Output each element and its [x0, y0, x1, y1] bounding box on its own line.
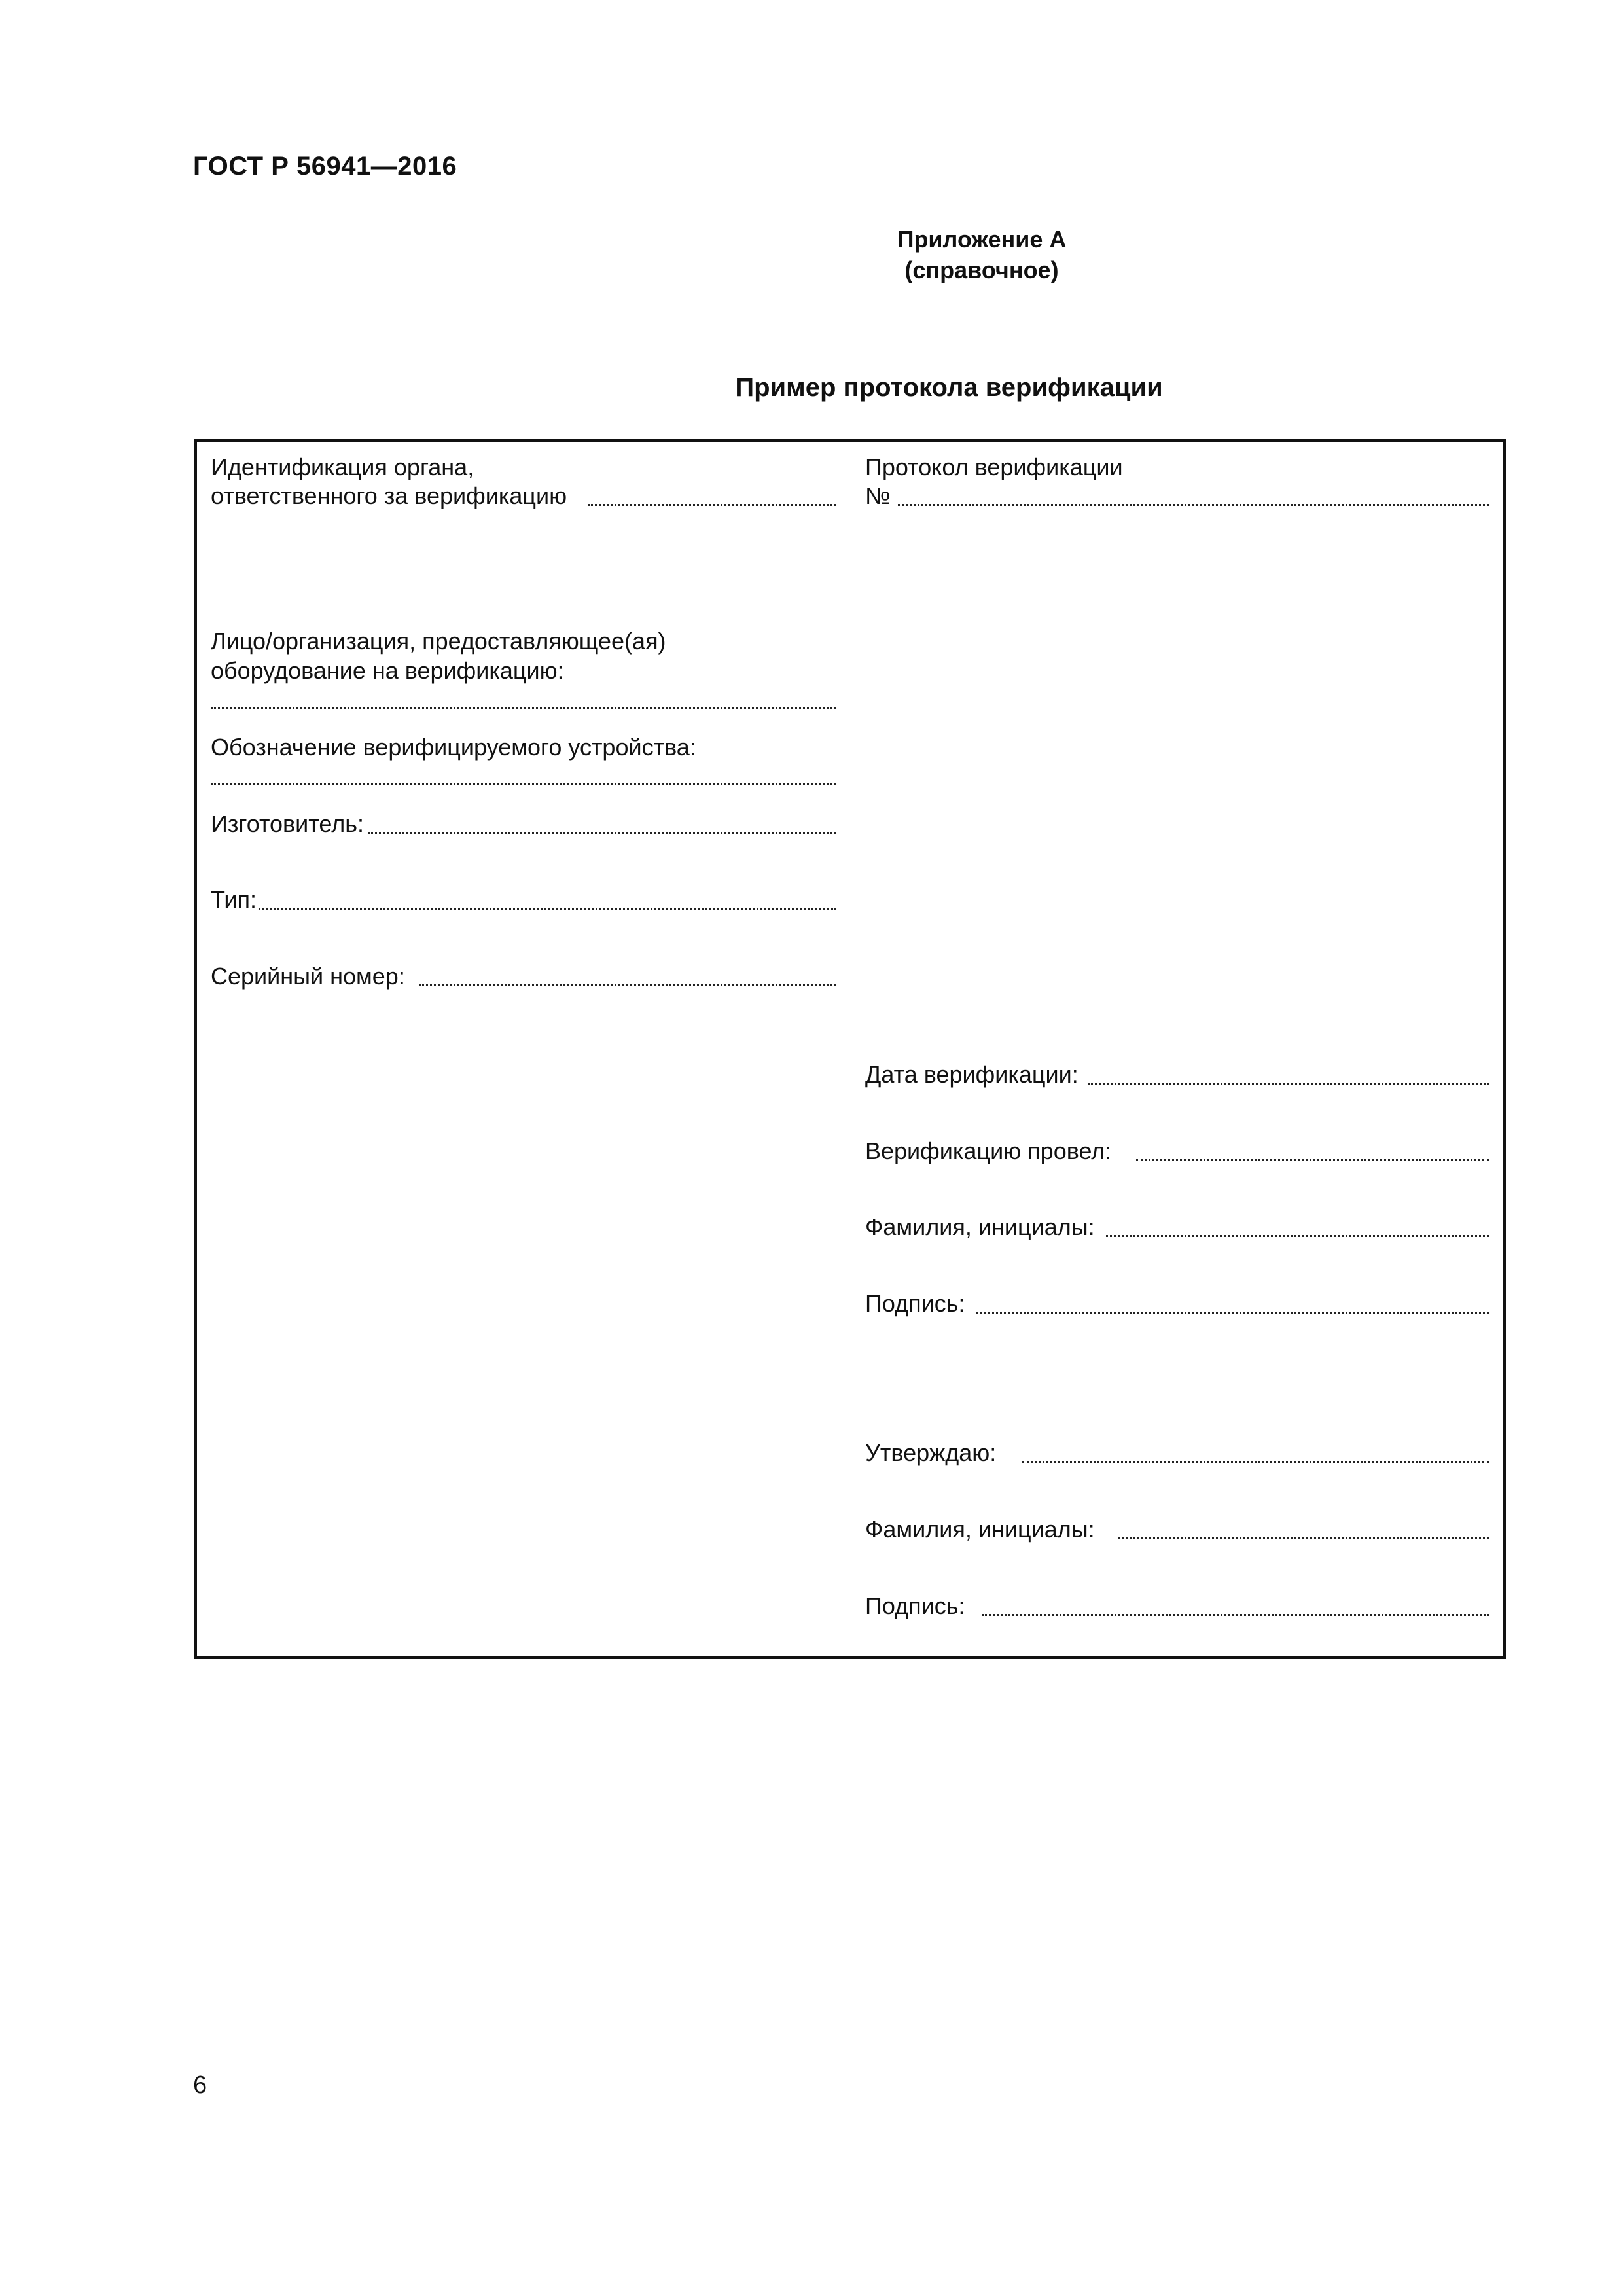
name1-label: Фамилия, инициалы:: [865, 1213, 1095, 1240]
appendix-type: (справочное): [904, 257, 1059, 283]
protocol-label: Протокол верификации: [865, 454, 1123, 480]
name2-label: Фамилия, инициалы:: [865, 1516, 1095, 1543]
signature1-field[interactable]: [976, 1312, 1489, 1314]
device-label: Обозначение верифицируемого устройства:: [211, 734, 696, 761]
signature2-field[interactable]: [982, 1614, 1489, 1616]
serial-field[interactable]: [419, 984, 836, 986]
date-field[interactable]: [1088, 1083, 1489, 1085]
type-field[interactable]: [259, 908, 836, 910]
org-label-line1: Идентификация органа,: [211, 454, 474, 480]
signature2-label: Подпись:: [865, 1592, 965, 1619]
provider-field[interactable]: [211, 707, 836, 709]
protocol-number-field[interactable]: [898, 504, 1489, 506]
verification-protocol-form: [194, 439, 1506, 1659]
manufacturer-label: Изготовитель:: [211, 810, 364, 837]
device-field[interactable]: [211, 783, 836, 785]
name2-field[interactable]: [1118, 1537, 1489, 1539]
number-label: №: [865, 482, 891, 509]
approve-field[interactable]: [1022, 1461, 1489, 1463]
org-label-line2: ответственного за верификацию: [211, 482, 567, 509]
performed-label: Верификацию провел:: [865, 1138, 1112, 1164]
document-code: ГОСТ Р 56941—2016: [193, 152, 457, 181]
signature1-label: Подпись:: [865, 1290, 965, 1317]
page-number: 6: [193, 2072, 207, 2099]
approve-label: Утверждаю:: [865, 1439, 997, 1466]
appendix-title: Приложение А: [897, 226, 1067, 253]
date-label: Дата верификации:: [865, 1061, 1079, 1088]
performed-field[interactable]: [1136, 1159, 1489, 1161]
org-field[interactable]: [588, 504, 836, 506]
manufacturer-field[interactable]: [368, 832, 836, 834]
serial-label: Серийный номер:: [211, 963, 405, 990]
provider-label-line1: Лицо/организация, предоставляющее(ая): [211, 628, 666, 655]
name1-field[interactable]: [1106, 1235, 1489, 1237]
provider-label-line2: оборудование на верификацию:: [211, 657, 564, 684]
document-title: Пример протокола верификации: [735, 373, 1163, 402]
type-label: Тип:: [211, 886, 257, 913]
